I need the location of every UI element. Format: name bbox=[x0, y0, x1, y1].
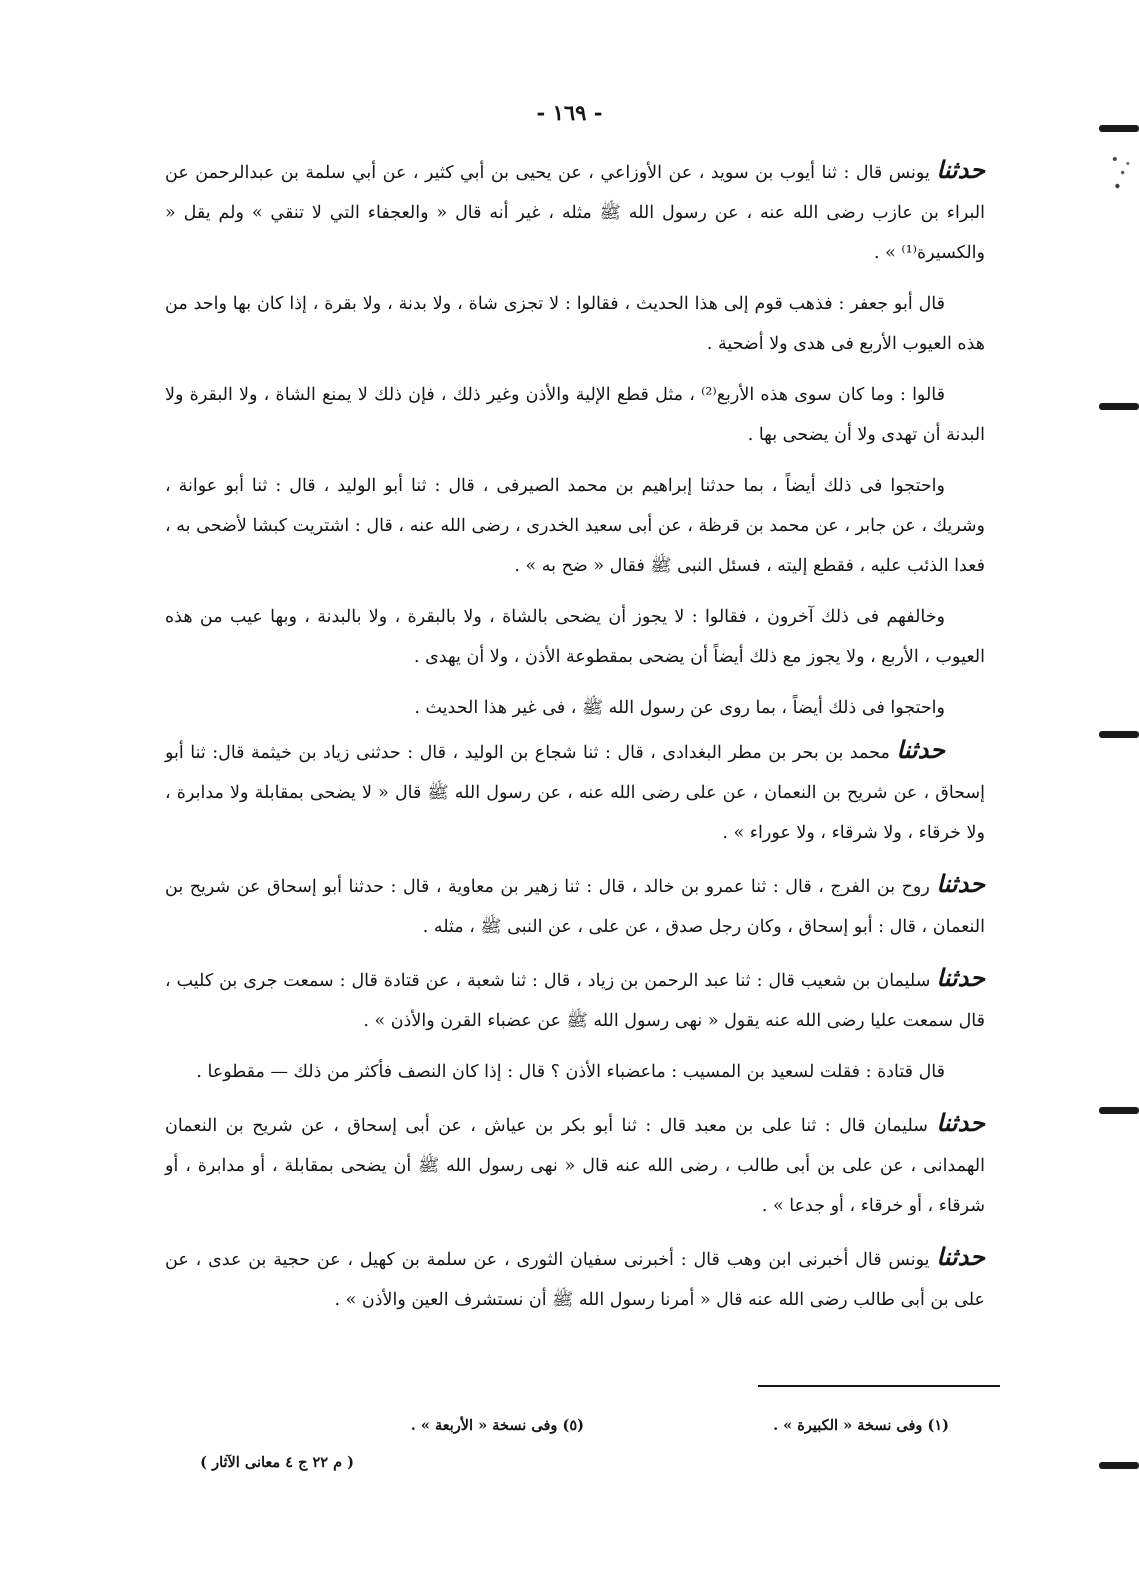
hadith-paragraph bbox=[165, 1103, 985, 1226]
scan-margin-mark bbox=[1099, 1462, 1139, 1469]
scan-margin-mark bbox=[1099, 403, 1139, 410]
paragraph-text: واحتجوا فى ذلك أيضاً ، بما حدثنا إبراهيم بن محمد الصيرفى ، قال : ثنا أبو الوليد ، قال : ثنا أبو عوانة ، وشريك ، عن جابر ، عن محمد بن قرظة ، عن أبى سعيد الخدرى ، رضى الله عنه ، قال : اشتريت كبشا لأضحى به ، فعدا الذئب عليه ، فقطع إليته ، فسئل النبى ﷺ فقال « ضح به » . bbox=[165, 476, 985, 576]
commentary-paragraph bbox=[165, 597, 985, 677]
commentary-paragraph bbox=[165, 688, 985, 728]
printer-signature: ( م ٢٢ ج ٤ معانى الآثار ) bbox=[200, 1454, 354, 1471]
commentary-paragraph bbox=[165, 466, 985, 586]
hadith-lead: حدثنا bbox=[936, 869, 985, 898]
hadith-lead: حدثنا bbox=[936, 1242, 985, 1271]
paragraph-text: روح بن الفرج ، قال : ثنا عمرو بن خالد ، قال : ثنا زهير بن معاوية ، قال : حدثنا أبو إسحاق عن شريح بن النعمان ، قال : أبو إسحاق ، وكان رجل صدق ، عن على ، عن النبى ﷺ ، مثله . bbox=[165, 877, 985, 937]
hadith-lead: حدثنا bbox=[936, 155, 985, 184]
paragraph-text: سليمان قال : ثنا على بن معبد قال : ثنا أبو بكر بن عياش ، عن أبى إسحاق ، عن شريح بن النعمان الهمدانى ، عن على بن أبى طالب ، رضى الله عنه قال « نهى رسول الله ﷺ أن يضحى بمقابلة ، أو مدابرة ، أو شرقاء ، أو خرقاء ، أو جدعا » . bbox=[165, 1116, 985, 1216]
scan-margin-mark bbox=[1099, 1107, 1139, 1114]
paragraph-text: يونس قال : ثنا أيوب بن سويد ، عن الأوزاعي ، عن يحيى بن أبي كثير ، عن أبي سلمة بن عبدالرحمن عن البراء بن عازب رضى الله عنه ، عن رسول الله ﷺ مثله ، غير أنه قال « والعجفاء التي لا تنقي » ولم يقل « والكسيرة⁽¹⁾ » . bbox=[165, 163, 985, 263]
scan-margin-mark bbox=[1099, 125, 1139, 132]
commentary-paragraph bbox=[165, 375, 985, 455]
scan-margin-mark bbox=[1099, 731, 1139, 738]
footnote: (١) وفى نسخة « الكبيرة » . bbox=[773, 1417, 949, 1434]
paragraph-text: قالوا : وما كان سوى هذه الأربع⁽²⁾ ، مثل قطع الإلية والأذن وغير ذلك ، فإن ذلك لا يمنع الشاة ، ولا البقرة ولا البدنة أن تهدى ولا أن يضحى بها . bbox=[165, 385, 985, 445]
hadith-paragraph bbox=[165, 1237, 985, 1320]
paragraph-text: قال قتادة : فقلت لسعيد بن المسيب : ماعضباء الأذن ؟ قال : إذا كان النصف فأكثر من ذلك — مقطوعا . bbox=[196, 1062, 945, 1082]
hadith-paragraph bbox=[165, 730, 985, 853]
footnote: (٥) وفى نسخة « الأربعة » . bbox=[410, 1417, 584, 1434]
hadith-lead: حدثنا bbox=[936, 1108, 985, 1137]
paragraph-text: سليمان بن شعيب قال : ثنا عبد الرحمن بن زياد ، قال : ثنا شعبة ، عن قتادة قال : سمعت جرى بن كليب ، قال سمعت عليا رضى الله عنه يقول « نهى رسول الله ﷺ عن عضباء القرن والأذن » . bbox=[165, 971, 985, 1031]
paragraph-text: محمد بن بحر بن مطر البغدادى ، قال : ثنا شجاع بن الوليد ، قال : حدثنى زياد بن خيثمة قال: ثنا أبو إسحاق ، عن شريح بن النعمان ، عن على رضى الله عنه ، عن رسول الله ﷺ قال « لا يضحى بمقابلة ولا مدابرة ، ولا خرقاء ، ولا شرقاء ، ولا عوراء » . bbox=[165, 743, 985, 843]
paragraph-text: يونس قال أخبرنى ابن وهب قال : أخبرنى سفيان الثورى ، عن سلمة بن كهيل ، عن حجية بن عدى ، عن على بن أبى طالب رضى الله عنه قال « أمرنا رسول الله ﷺ أن نستشرف العين والأذن » . bbox=[165, 1250, 985, 1310]
paragraph-text: واحتجوا فى ذلك أيضاً ، بما روى عن رسول الله ﷺ ، فى غير هذا الحديث . bbox=[414, 698, 945, 718]
body-text bbox=[165, 150, 985, 1331]
hadith-paragraph bbox=[165, 864, 985, 947]
commentary-paragraph bbox=[165, 1052, 985, 1092]
hadith-paragraph bbox=[165, 150, 985, 273]
page-number: - ١٦٩ - bbox=[536, 100, 603, 125]
paragraph-text: وخالفهم فى ذلك آخرون ، فقالوا : لا يجوز أن يضحى بالشاة ، ولا بالبقرة ، ولا بالبدنة ، وبها عيب من هذه العيوب ، الأربع ، ولا يجوز مع ذلك أيضاً أن يضحى بمقطوعة الأذن ، ولا أن يهدى . bbox=[165, 607, 985, 667]
scan-speckle bbox=[1107, 150, 1133, 195]
hadith-lead: حدثنا bbox=[896, 735, 945, 764]
hadith-paragraph bbox=[165, 958, 985, 1041]
commentary-paragraph bbox=[165, 284, 985, 364]
hadith-lead: حدثنا bbox=[936, 963, 985, 992]
paragraph-text: قال أبو جعفر : فذهب قوم إلى هذا الحديث ، فقالوا : لا تجزى شاة ، ولا بدنة ، ولا بقرة ، إذا كان بها واحد من هذه العيوب الأربع فى هدى ولا أضحية . bbox=[165, 294, 985, 354]
footnote-divider bbox=[758, 1385, 1000, 1387]
